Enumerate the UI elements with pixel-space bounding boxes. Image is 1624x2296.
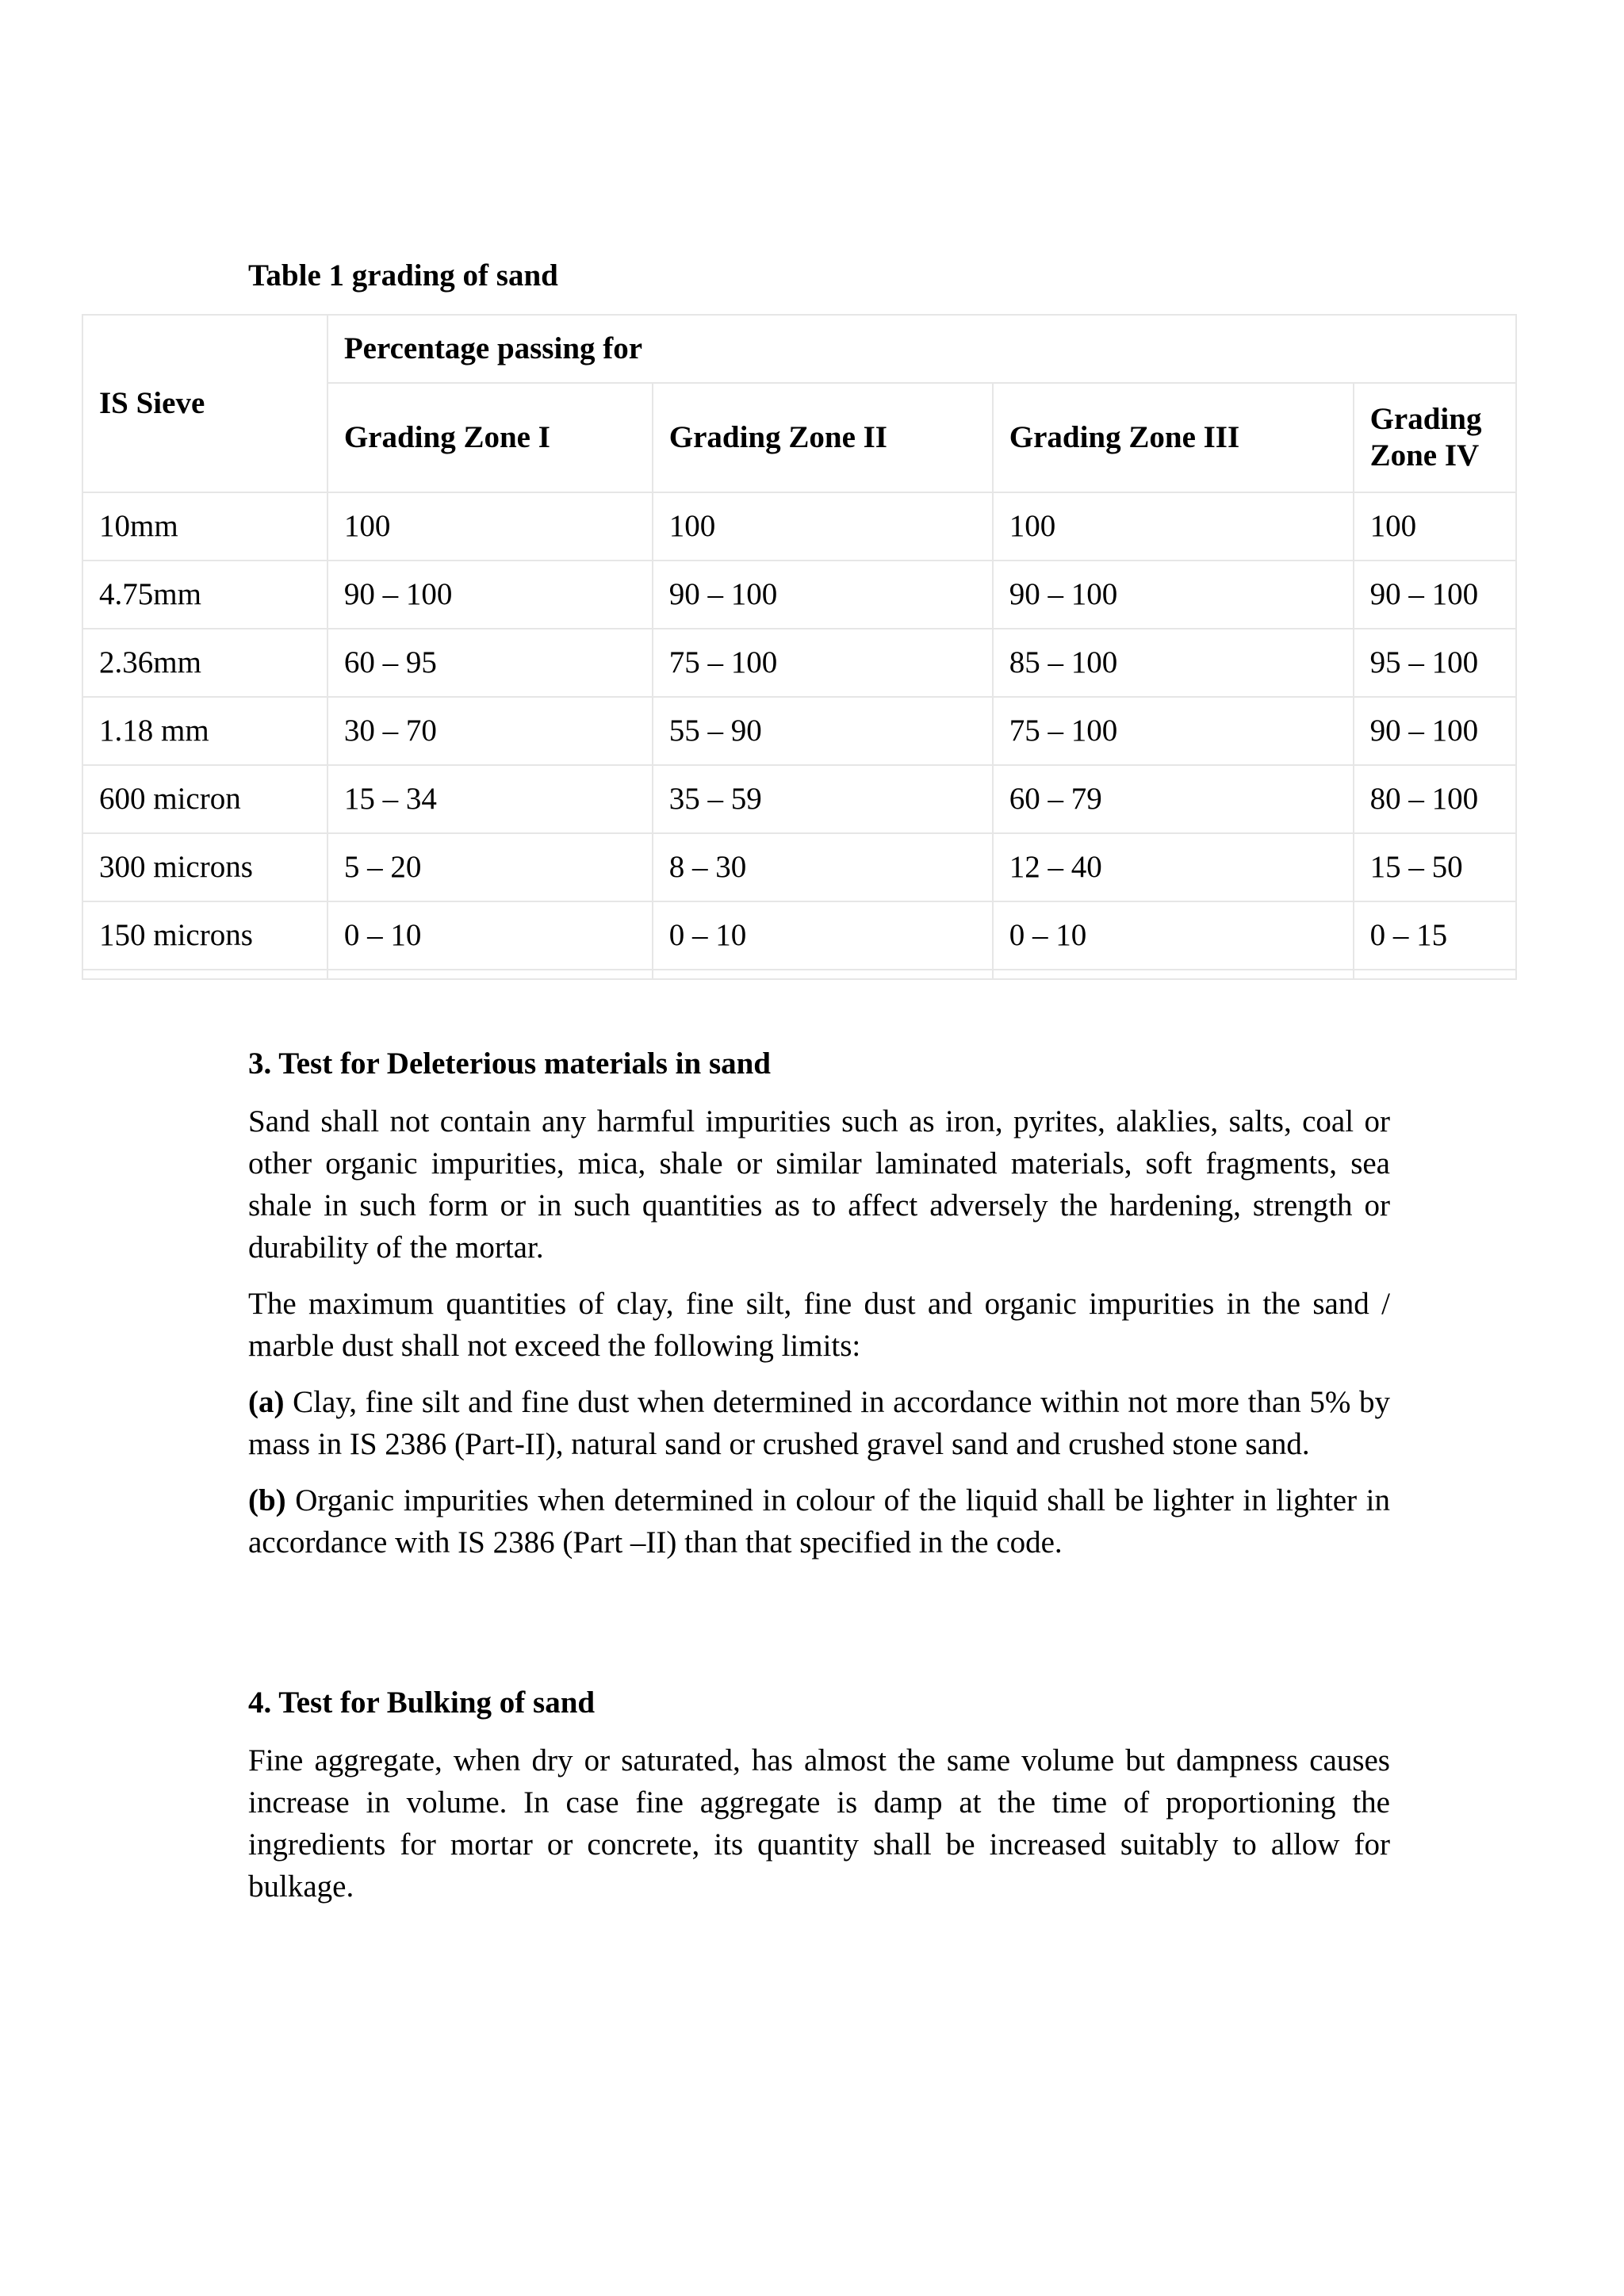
grading-table xyxy=(82,314,1517,980)
table-row xyxy=(82,765,1516,833)
header-zone-4: Grading Zone IV xyxy=(1354,383,1516,492)
cell-sieve: 10mm xyxy=(82,492,327,561)
table-row xyxy=(82,833,1516,901)
cell-sieve: 300 microns xyxy=(82,833,327,901)
header-zone-1: Grading Zone I xyxy=(327,383,653,492)
empty-cell xyxy=(1354,970,1516,979)
cell-zone-1: 0 – 10 xyxy=(327,901,653,970)
cell-zone-2: 100 xyxy=(653,492,993,561)
cell-zone-2: 8 – 30 xyxy=(653,833,993,901)
cell-zone-3: 0 – 10 xyxy=(993,901,1354,970)
item-text: Organic impurities when determined in colour of the liquid shall be lighter in lighter in accordance with IS 2386 (Part –II) than that specified in the code. xyxy=(248,1483,1390,1559)
cell-zone-2: 90 – 100 xyxy=(653,561,993,629)
cell-zone-4: 15 – 50 xyxy=(1354,833,1516,901)
cell-zone-3: 90 – 100 xyxy=(993,561,1354,629)
cell-zone-3: 60 – 79 xyxy=(993,765,1354,833)
cell-sieve: 1.18 mm xyxy=(82,697,327,765)
cell-zone-1: 100 xyxy=(327,492,653,561)
cell-zone-4: 100 xyxy=(1354,492,1516,561)
cell-zone-2: 55 – 90 xyxy=(653,697,993,765)
cell-zone-1: 5 – 20 xyxy=(327,833,653,901)
header-is-sieve: IS Sieve xyxy=(82,315,327,492)
empty-cell xyxy=(993,970,1354,979)
paragraph: Sand shall not contain any harmful impurities such as iron, pyrites, alaklies, salts, coal or other organic impurities, mica, shale or similar laminated materials, soft fragments, sea shale in such form or in such quantities as to affect adversely the hardening, strength or durability of the mortar. xyxy=(248,1104,1390,1265)
cell-zone-2: 35 – 59 xyxy=(653,765,993,833)
cell-zone-3: 75 – 100 xyxy=(993,697,1354,765)
cell-zone-4: 0 – 15 xyxy=(1354,901,1516,970)
cell-zone-2: 0 – 10 xyxy=(653,901,993,970)
table-row xyxy=(82,561,1516,629)
table-row xyxy=(82,629,1516,697)
item-label: (a) xyxy=(248,1385,285,1419)
table-header-row xyxy=(82,315,1516,383)
header-zone-2: Grading Zone II xyxy=(653,383,993,492)
section-heading: 3. Test for Deleterious materials in sand xyxy=(248,1047,772,1081)
paragraph: Fine aggregate, when dry or saturated, has almost the same volume but dampness causes increase in volume. In case fine aggregate is damp at the time of proportioning the ingredients for mortar or concrete, its quantity shall be increased suitably to allow for bulkage. xyxy=(248,1743,1390,1904)
table-row xyxy=(82,492,1516,561)
cell-zone-3: 12 – 40 xyxy=(993,833,1354,901)
cell-zone-1: 15 – 34 xyxy=(327,765,653,833)
section-bulking-of-sand xyxy=(248,1679,1390,1922)
table-empty-row xyxy=(82,970,1516,979)
cell-zone-4: 90 – 100 xyxy=(1354,561,1516,629)
cell-zone-4: 80 – 100 xyxy=(1354,765,1516,833)
cell-zone-3: 100 xyxy=(993,492,1354,561)
table-row xyxy=(82,697,1516,765)
list-item-a xyxy=(248,1381,1390,1465)
empty-cell xyxy=(653,970,993,979)
cell-sieve: 4.75mm xyxy=(82,561,327,629)
item-text: Clay, fine silt and fine dust when determined in accordance within not more than 5% by mass in IS 2386 (Part-II), natural sand or crushed gravel sand and crushed stone sand. xyxy=(248,1385,1390,1461)
paragraph: The maximum quantities of clay, fine silt, fine dust and organic impurities in the sand / marble dust shall not exceed the following limits: xyxy=(248,1287,1390,1363)
cell-zone-1: 90 – 100 xyxy=(327,561,653,629)
table-row xyxy=(82,901,1516,970)
cell-zone-1: 30 – 70 xyxy=(327,697,653,765)
cell-sieve: 600 micron xyxy=(82,765,327,833)
cell-zone-3: 85 – 100 xyxy=(993,629,1354,697)
cell-zone-2: 75 – 100 xyxy=(653,629,993,697)
table-caption: Table 1 grading of sand xyxy=(248,258,558,293)
empty-cell xyxy=(327,970,653,979)
list-item-b xyxy=(248,1479,1390,1563)
empty-cell xyxy=(82,970,327,979)
cell-zone-1: 60 – 95 xyxy=(327,629,653,697)
header-percentage-passing: Percentage passing for xyxy=(327,315,1516,383)
header-zone-3: Grading Zone III xyxy=(993,383,1354,492)
section-deleterious-materials xyxy=(248,1040,1390,1578)
cell-sieve: 2.36mm xyxy=(82,629,327,697)
cell-zone-4: 90 – 100 xyxy=(1354,697,1516,765)
cell-zone-4: 95 – 100 xyxy=(1354,629,1516,697)
cell-sieve: 150 microns xyxy=(82,901,327,970)
item-label: (b) xyxy=(248,1483,286,1517)
section-heading: 4. Test for Bulking of sand xyxy=(248,1686,596,1720)
